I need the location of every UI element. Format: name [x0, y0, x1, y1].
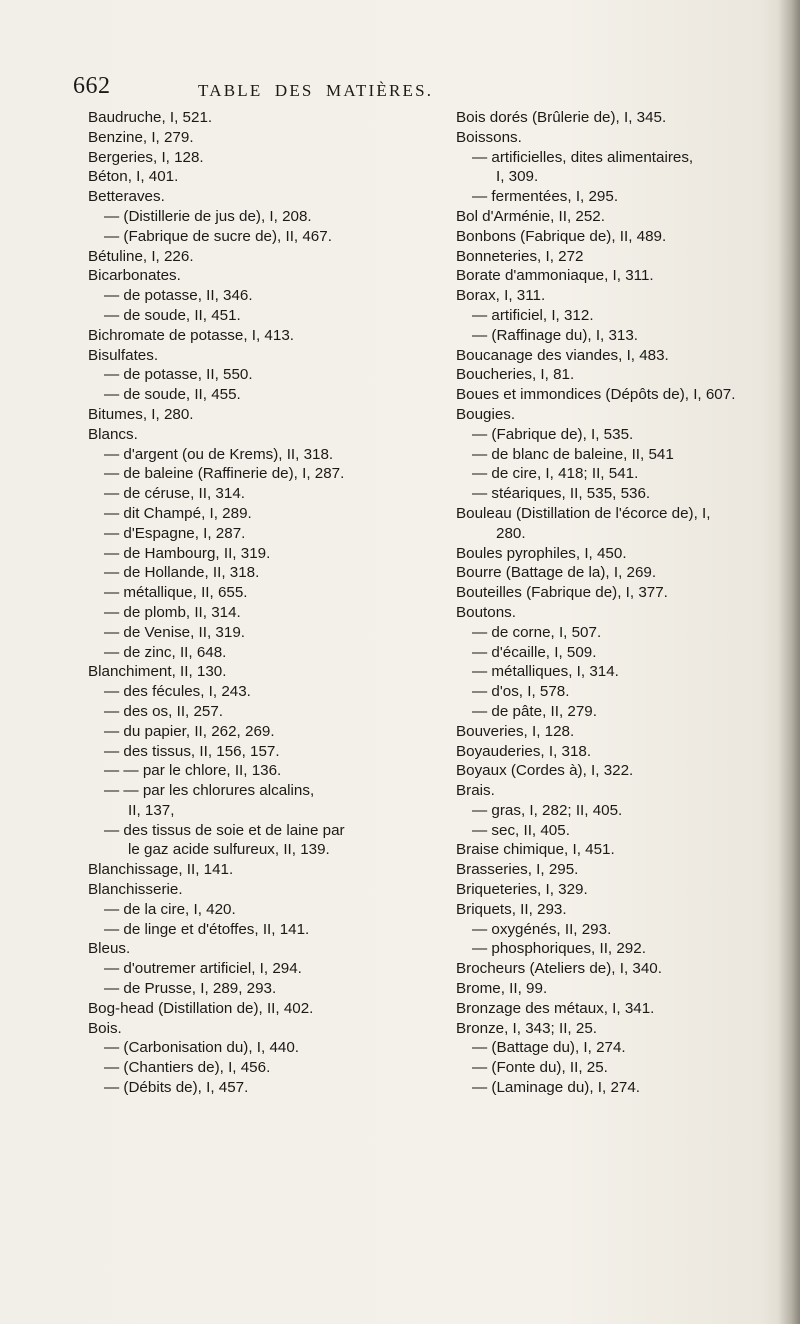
index-subentry: — (Raffinage du), I, 313.	[472, 326, 639, 344]
index-subentry: — de corne, I, 507.	[472, 623, 602, 641]
index-subentry: — de Venise, II, 319.	[104, 623, 245, 641]
index-subentry: — d'outremer artificiel, I, 294.	[104, 960, 302, 978]
index-entry: Bleus.	[88, 940, 131, 958]
index-entry: Benzine, I, 279.	[88, 128, 194, 146]
index-subentry: — de soude, II, 451.	[104, 306, 241, 324]
index-subentry: — de Hambourg, II, 319.	[104, 544, 271, 562]
index-entry: Bougies.	[456, 405, 516, 423]
index-entry: Borax, I, 311.	[456, 287, 546, 305]
index-entry: Bog-head (Distillation de), II, 402.	[88, 999, 314, 1017]
index-subentry: — fermentées, I, 295.	[472, 188, 619, 206]
index-entry: Blanchissage, II, 141.	[88, 861, 234, 879]
page-edge-shadow	[778, 0, 800, 1324]
index-entry: Bergeries, I, 128.	[88, 148, 204, 166]
index-entry: Bouleau (Distillation de l'écorce de), I,	[456, 504, 711, 522]
index-subentry: — (Carbonisation du), I, 440.	[104, 1039, 300, 1057]
index-subentry: — des os, II, 257.	[104, 702, 224, 720]
index-subentry: — de Hollande, II, 318.	[104, 564, 260, 582]
index-subentry: — métalliques, I, 314.	[472, 663, 619, 681]
page-number: 662	[73, 73, 111, 99]
index-entry: Blanchiment, II, 130.	[88, 663, 227, 681]
index-entry: Bourre (Battage de la), I, 269.	[456, 564, 657, 582]
index-entry-continuation: le gaz acide sulfureux, II, 139.	[128, 841, 330, 859]
index-subentry: — stéariques, II, 535, 536.	[472, 485, 651, 503]
index-entry: Borate d'ammoniaque, I, 311.	[456, 267, 654, 285]
index-entry: Briqueteries, I, 329.	[456, 881, 588, 899]
index-subentry: — (Laminage du), I, 274.	[472, 1079, 640, 1097]
index-entry: Boules pyrophiles, I, 450.	[456, 544, 627, 562]
index-entry: Bitumes, I, 280.	[88, 405, 194, 423]
index-subentry: — des tissus, II, 156, 157.	[104, 742, 280, 760]
index-entry: Bonneteries, I, 272	[456, 247, 584, 265]
index-subentry: — des fécules, I, 243.	[104, 683, 251, 701]
index-entry: Baudruche, I, 521.	[88, 109, 213, 126]
index-subentry: — de linge et d'étoffes, II, 141.	[104, 920, 310, 938]
index-subentry: — (Distillerie de jus de), I, 208.	[104, 207, 312, 225]
index-subentry: — de plomb, II, 314.	[104, 603, 241, 621]
index-entry: Braise chimique, I, 451.	[456, 841, 615, 859]
index-subentry: — d'argent (ou de Krems), II, 318.	[104, 445, 334, 463]
index-entry: Boissons.	[456, 128, 522, 146]
index-entry: Bichromate de potasse, I, 413.	[88, 326, 294, 344]
index-subentry: — (Chantiers de), I, 456.	[104, 1059, 271, 1077]
index-subentry: — phosphoriques, II, 292.	[472, 940, 646, 958]
index-entry: Briquets, II, 293.	[456, 900, 567, 918]
index-subentry: — artificielles, dites alimentaires,	[472, 148, 694, 166]
index-entry-continuation: II, 137,	[128, 801, 175, 819]
index-subentry: — artificiel, I, 312.	[472, 306, 594, 324]
index-subentry: — (Battage du), I, 274.	[472, 1039, 626, 1057]
index-subentry: — (Débits de), I, 457.	[104, 1079, 249, 1097]
index-entry: Bois dorés (Brûlerie de), I, 345.	[456, 109, 667, 126]
index-subentry: — de pâte, II, 279.	[472, 702, 597, 720]
running-title: TABLE DES MATIÈRES.	[198, 81, 434, 100]
index-entry: Boyaux (Cordes à), I, 322.	[456, 762, 634, 780]
index-subentry: — de céruse, II, 314.	[104, 485, 245, 503]
index-subentry: — oxygénés, II, 293.	[472, 920, 612, 938]
index-subentry: — d'écaille, I, 509.	[472, 643, 597, 661]
index-entry: Boyauderies, I, 318.	[456, 742, 592, 760]
index-subentry: — (Fonte du), II, 25.	[472, 1059, 608, 1077]
index-subentry: — de potasse, II, 550.	[104, 366, 253, 384]
index-subentry: — de zinc, II, 648.	[104, 643, 227, 661]
index-entry: Boucheries, I, 81.	[456, 366, 575, 384]
index-entry: Bicarbonates.	[88, 267, 181, 285]
index-subentry: — — par le chlore, II, 136.	[104, 762, 282, 780]
index-entry: Bouteilles (Fabrique de), I, 377.	[456, 584, 668, 602]
index-entry: Bol d'Arménie, II, 252.	[456, 207, 605, 225]
index-subentry: — de baleine (Raffinerie de), I, 287.	[104, 465, 345, 483]
index-entry: Blancs.	[88, 425, 138, 443]
index-entry: Bois.	[88, 1019, 122, 1037]
index-entry-continuation: 280.	[496, 524, 526, 542]
index-subentry: — (Fabrique de sucre de), II, 467.	[104, 227, 332, 245]
index-subentry: — d'os, I, 578.	[472, 683, 570, 701]
index-column-right	[456, 108, 771, 1098]
index-entry: Brocheurs (Ateliers de), I, 340.	[456, 960, 662, 978]
index-entry-continuation: I, 309.	[496, 168, 539, 186]
index-entry: Boues et immondices (Dépôts de), I, 607.	[456, 386, 736, 404]
index-entry: Bisulfates.	[88, 346, 159, 364]
index-entry: Boutons.	[456, 603, 516, 621]
index-subentry: — — par les chlorures alcalins,	[104, 782, 315, 800]
index-subentry: — gras, I, 282; II, 405.	[472, 801, 623, 819]
index-entry: Brais.	[456, 782, 495, 800]
index-entry: Brome, II, 99.	[456, 980, 548, 998]
index-subentry: — des tissus de soie et de laine par	[104, 821, 345, 839]
index-subentry: — de soude, II, 455.	[104, 386, 241, 404]
index-entry: Boucanage des viandes, I, 483.	[456, 346, 669, 364]
index-entry: Bonbons (Fabrique de), II, 489.	[456, 227, 667, 245]
index-subentry: — d'Espagne, I, 287.	[104, 524, 246, 542]
index-entry: Brasseries, I, 295.	[456, 861, 579, 879]
index-entry: Bronze, I, 343; II, 25.	[456, 1019, 597, 1037]
index-subentry: — sec, II, 405.	[472, 821, 570, 839]
index-subentry: — de la cire, I, 420.	[104, 900, 236, 918]
index-subentry: — de potasse, II, 346.	[104, 287, 253, 305]
index-subentry: — du papier, II, 262, 269.	[104, 722, 275, 740]
index-subentry: — de Prusse, I, 289, 293.	[104, 980, 277, 998]
index-subentry: — de cire, I, 418; II, 541.	[472, 465, 639, 483]
index-subentry: — de blanc de baleine, II, 541	[472, 445, 674, 463]
index-entry: Bronzage des métaux, I, 341.	[456, 999, 655, 1017]
index-subentry: — métallique, II, 655.	[104, 584, 248, 602]
index-entry: Betteraves.	[88, 188, 165, 206]
index-subentry: — dit Champé, I, 289.	[104, 504, 252, 522]
index-entry: Bouveries, I, 128.	[456, 722, 575, 740]
index-subentry: — (Fabrique de), I, 535.	[472, 425, 634, 443]
index-column-left	[88, 108, 443, 1098]
index-entry: Bétuline, I, 226.	[88, 247, 194, 265]
index-entry: Béton, I, 401.	[88, 168, 179, 186]
index-entry: Blanchisserie.	[88, 881, 183, 899]
